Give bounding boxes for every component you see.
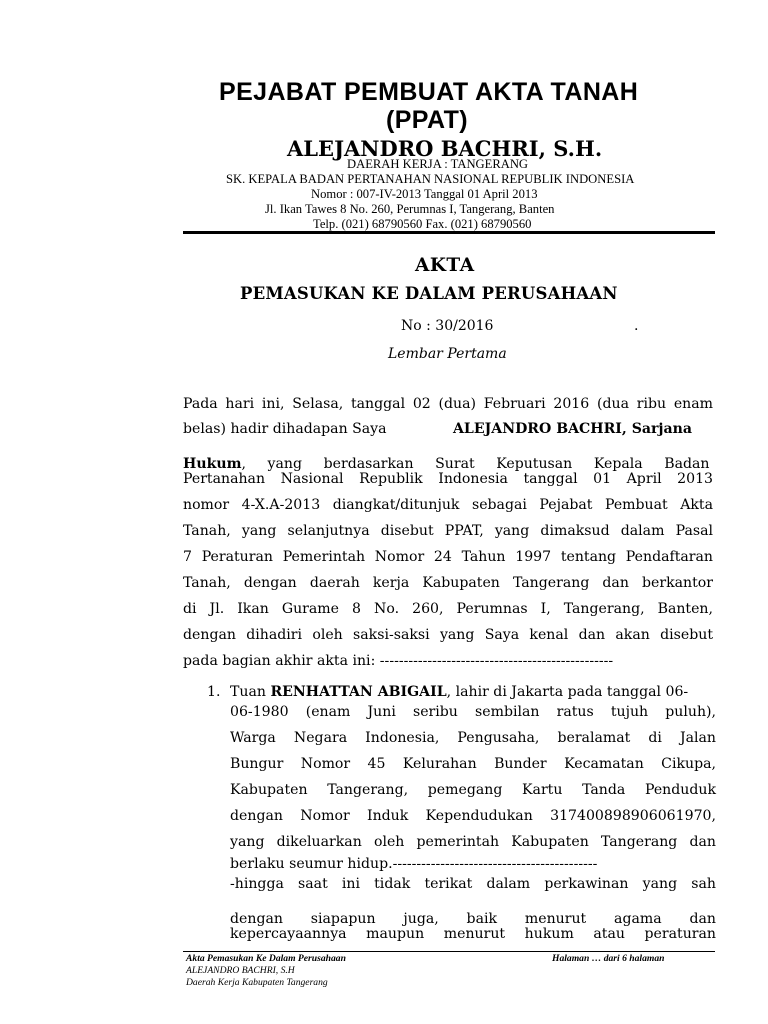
notary-title-inline: Hukum	[183, 456, 242, 472]
office-abbrev: (PPAT)	[386, 106, 469, 134]
body-text: , yang berdasarkan Surat Keputusan Kepala Badan	[241, 456, 710, 472]
item1-line-7: yang dikeluarkan oleh pemerintah Kabupaten Tangerang dan	[230, 834, 716, 850]
item1-line-1	[230, 684, 716, 700]
notary-name-inline: ALEJANDRO BACHRI, Sarjana	[453, 421, 693, 437]
title-prefix: Tuan	[230, 684, 266, 700]
footer-deed-title: Akta Pemasukan Ke Dalam Perusahaan	[186, 953, 346, 964]
footer-notary: ALEJANDRO BACHRI, S.H	[186, 965, 295, 976]
sheet-label: Lembar Pertama	[388, 346, 507, 362]
body-line-10: dengan dihadiri oleh saksi-saksi yang Saya kenal dan akan disebut	[183, 627, 713, 643]
body-line-1: Pada hari ini, Selasa, tanggal 02 (dua) Februari 2016 (dua ribu enam	[183, 396, 713, 412]
body-line-4: Pertanahan Nasional Republik Indonesia tanggal 01 April 2013	[183, 471, 713, 487]
deed-number-dot: .	[634, 318, 639, 334]
item1-line-8: berlaku seumur hidup.-------------------------------------------	[230, 856, 598, 872]
deed-subtitle: PEMASUKAN KE DALAM PERUSAHAAN	[240, 284, 618, 303]
body-line-11: pada bagian akhir akta ini: -------------------------------------------------	[183, 653, 614, 669]
list-number: 1.	[207, 684, 221, 700]
body-line-9: di Jl. Ikan Gurame 8 No. 260, Perumnas I, Tangerang, Banten,	[183, 601, 713, 617]
deed-number: No : 30/2016	[401, 318, 494, 334]
body-line-3	[183, 456, 713, 472]
item1-line-5: Kabupaten Tangerang, pemegang Kartu Tanda Penduduk	[230, 782, 716, 798]
notary-name: ALEJANDRO BACHRI, S.H.	[287, 136, 603, 161]
body-line-5: nomor 4-X.A-2013 diangkat/ditunjuk sebagai Pejabat Pembuat Akta	[183, 497, 713, 513]
office-title: PEJABAT PEMBUAT AKTA TANAH	[219, 78, 639, 106]
sk-number: Nomor : 007-IV-2013 Tanggal 01 April 2013	[311, 187, 538, 201]
body-text: belas) hadir dihadapan Saya	[183, 421, 387, 437]
header-divider	[183, 231, 715, 234]
deed-title: AKTA	[415, 255, 475, 276]
item1-line-2: 06-1980 (enam Juni seribu sembilan ratus tujuh puluh),	[230, 704, 716, 720]
item1-line-10: dengan siapapun juga, baik menurut agama dan	[230, 911, 716, 927]
body-text: , lahir di Jakarta pada tanggal 06-	[446, 684, 689, 700]
footer-page-number: Halaman … dari 6 halaman	[552, 953, 665, 964]
item1-line-6: dengan Nomor Induk Kependudukan 3174008989060619​70,	[230, 808, 716, 824]
office-address: Jl. Ikan Tawes 8 No. 260, Perumnas I, Tangerang, Banten	[265, 202, 555, 216]
body-line-6: Tanah, yang selanjutnya disebut PPAT, yang dimaksud dalam Pasal	[183, 523, 713, 539]
footer-area: Daerah Kerja Kabupaten Tangerang	[186, 977, 328, 988]
sk-line: SK. KEPALA BADAN PERTANAHAN NASIONAL REPUBLIK INDONESIA	[226, 172, 635, 186]
footer-divider	[183, 951, 715, 952]
work-area: DAERAH KERJA : TANGERANG	[347, 157, 529, 171]
item1-line-3: Warga Negara Indonesia, Pengusaha, beralamat di Jalan	[230, 730, 716, 746]
body-line-8: Tanah, dengan daerah kerja Kabupaten Tangerang dan berkantor	[183, 575, 713, 591]
office-contact: Telp. (021) 68790560 Fax. (021) 68790560	[313, 217, 532, 231]
item1-line-11: kepercayaannya maupun menurut hukum atau peraturan	[230, 926, 716, 942]
body-line-7: 7 Peraturan Pemerintah Nomor 24 Tahun 1997 tentang Pendaftaran	[183, 549, 713, 565]
party-name: RENHATTAN ABIGAIL	[270, 684, 447, 700]
item1-line-9: -hingga saat ini tidak terikat dalam perkawinan yang sah	[230, 876, 716, 892]
body-line-2	[183, 421, 713, 437]
item1-line-4: Bungur Nomor 45 Kelurahan Bunder Kecamatan Cikupa,	[230, 756, 716, 772]
